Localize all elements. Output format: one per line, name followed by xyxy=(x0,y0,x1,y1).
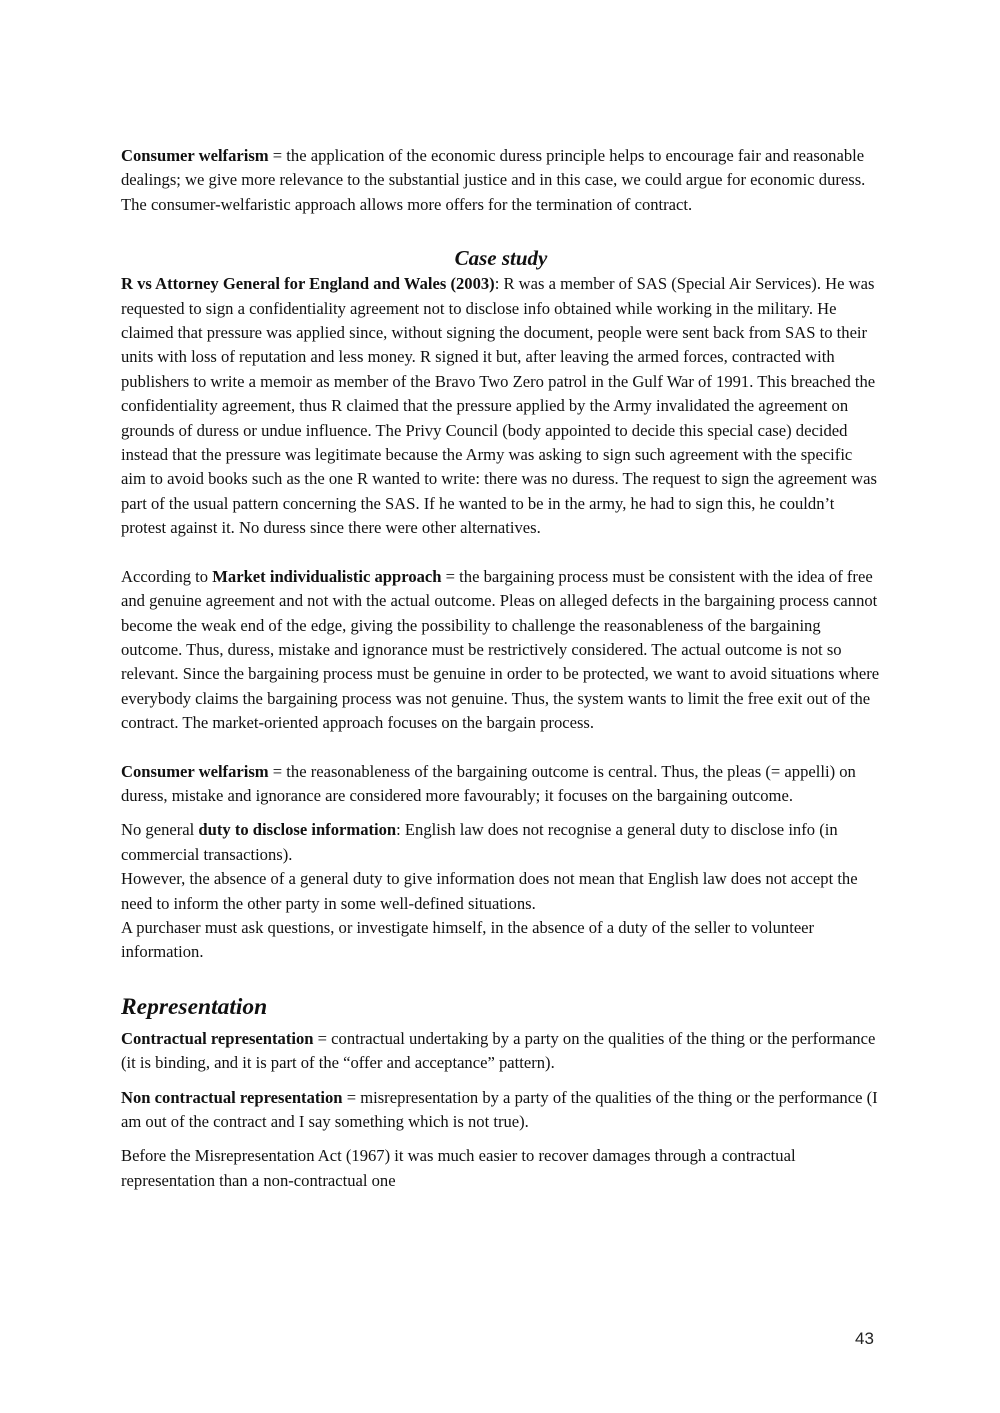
paragraph-text: : R was a member of SAS (Special Air Services). He was requested to sign a confidentiality agreement not to disclose info obtained while working in the military. He claimed that pressure was applied since, without signing the document, people were sent back from SAS to their units with loss of reputation and less money. R signed it but, after leaving the armed forces, contracted with publishers to write a memoir as member of the Bravo Two Zero patrol in the Gulf War of 1991. This breached the confidentiality agreement, thus R claimed that the pressure applied by the Army invalidated the agreement on grounds of duress or undue influence. The Privy Council (body appointed to decide this special case) decided instead that the pressure was legitimate because the Army was asking to sign such agreement with the specific aim to avoid books such as the one R wanted to write: there was no duress. The request to sign the agreement was part of the usual pattern concerning the SAS. If he wanted to be in the army, he had to sign this, he couldn’t protest against it. No duress since there were other alternatives. xyxy=(121,274,877,538)
term-consumer-welfarism: Consumer welfarism xyxy=(121,761,269,781)
paragraph-prefix: No general xyxy=(121,820,199,840)
term-duty-to-disclose: duty to disclose information xyxy=(198,820,397,840)
paragraph-market-individualistic xyxy=(121,565,881,736)
paragraph-line-2: However, the absence of a general duty to give information does not mean that English law does not accept the need to inform the other party in some well-defined situations. xyxy=(121,869,858,913)
paragraph-misrepresentation-act: Before the Misrepresentation Act (1967) it was much easier to recover damages through a contractual representation than a non-contractual one xyxy=(121,1146,796,1190)
paragraph-non-contractual-representation xyxy=(121,1086,881,1135)
term-contractual-representation: Contractual representation xyxy=(121,1028,314,1048)
case-study-heading: Case study xyxy=(454,246,548,271)
paragraph-text: = the bargaining process must be consistent with the idea of free and genuine agreement and not with the actual outcome. Pleas on alleged defects in the bargaining process cannot become the weak end of the edge, giving the possibility to challenge the reasonableness of the bargaining outcome. Thus, duress, mistake and ignorance must be restrictively considered. The actual outcome is not so relevant. Since the bargaining process must be genuine in order to be protected, we want to avoid situations where everybody claims the bargaining process was not genuine. Thus, the system wants to limit the free exit out of the contract. The market-oriented approach focuses on the bargain process. xyxy=(121,566,880,733)
term-non-contractual-representation: Non contractual representation xyxy=(121,1087,343,1107)
paragraph-consumer-welfarism-2 xyxy=(121,760,881,809)
paragraph-text: = the reasonableness of the bargaining outcome is central. Thus, the pleas (= appelli) on duress, mistake and ignorance are considered more favourably; it focuses on the bargaining outcome. xyxy=(121,761,856,805)
term-consumer-welfarism: Consumer welfarism xyxy=(121,146,269,165)
case-name: R vs Attorney General for England and Wales (2003) xyxy=(121,274,495,294)
paragraph-line-3: A purchaser must ask questions, or investigate himself, in the absence of a duty of the seller to volunteer information. xyxy=(121,917,815,962)
paragraph-consumer-welfarism-1 xyxy=(121,144,881,217)
representation-heading: Representation xyxy=(121,993,268,1020)
paragraph-case-study xyxy=(121,272,881,540)
paragraph-text: = contractual undertaking by a party on the qualities of the thing or the performance (it is binding, and it is part of the “offer and acceptance” pattern). xyxy=(121,1028,876,1073)
page-number: 43 xyxy=(855,1329,874,1348)
page-content xyxy=(121,144,881,1193)
paragraph-prefix: According to xyxy=(121,566,213,586)
paragraph-duty-to-disclose xyxy=(121,818,881,964)
term-market-individualistic-approach: Market individualistic approach xyxy=(212,566,442,586)
paragraph-contractual-representation xyxy=(121,1027,881,1076)
paragraph-text: = the application of the economic duress principle helps to encourage fair and reasonable dealings; we give more relevance to the substantial justice and in this case, we could argue for economic duress. The consumer-welfaristic approach allows more offers for the termination of contract. xyxy=(121,146,866,214)
paragraph-text: : English law does not recognise a general duty to disclose info (in commercial transactions). xyxy=(121,820,838,864)
paragraph-text: = misrepresentation by a party of the qualities of the thing or the performance (I am out of the contract and I say something which is not true). xyxy=(121,1087,878,1131)
